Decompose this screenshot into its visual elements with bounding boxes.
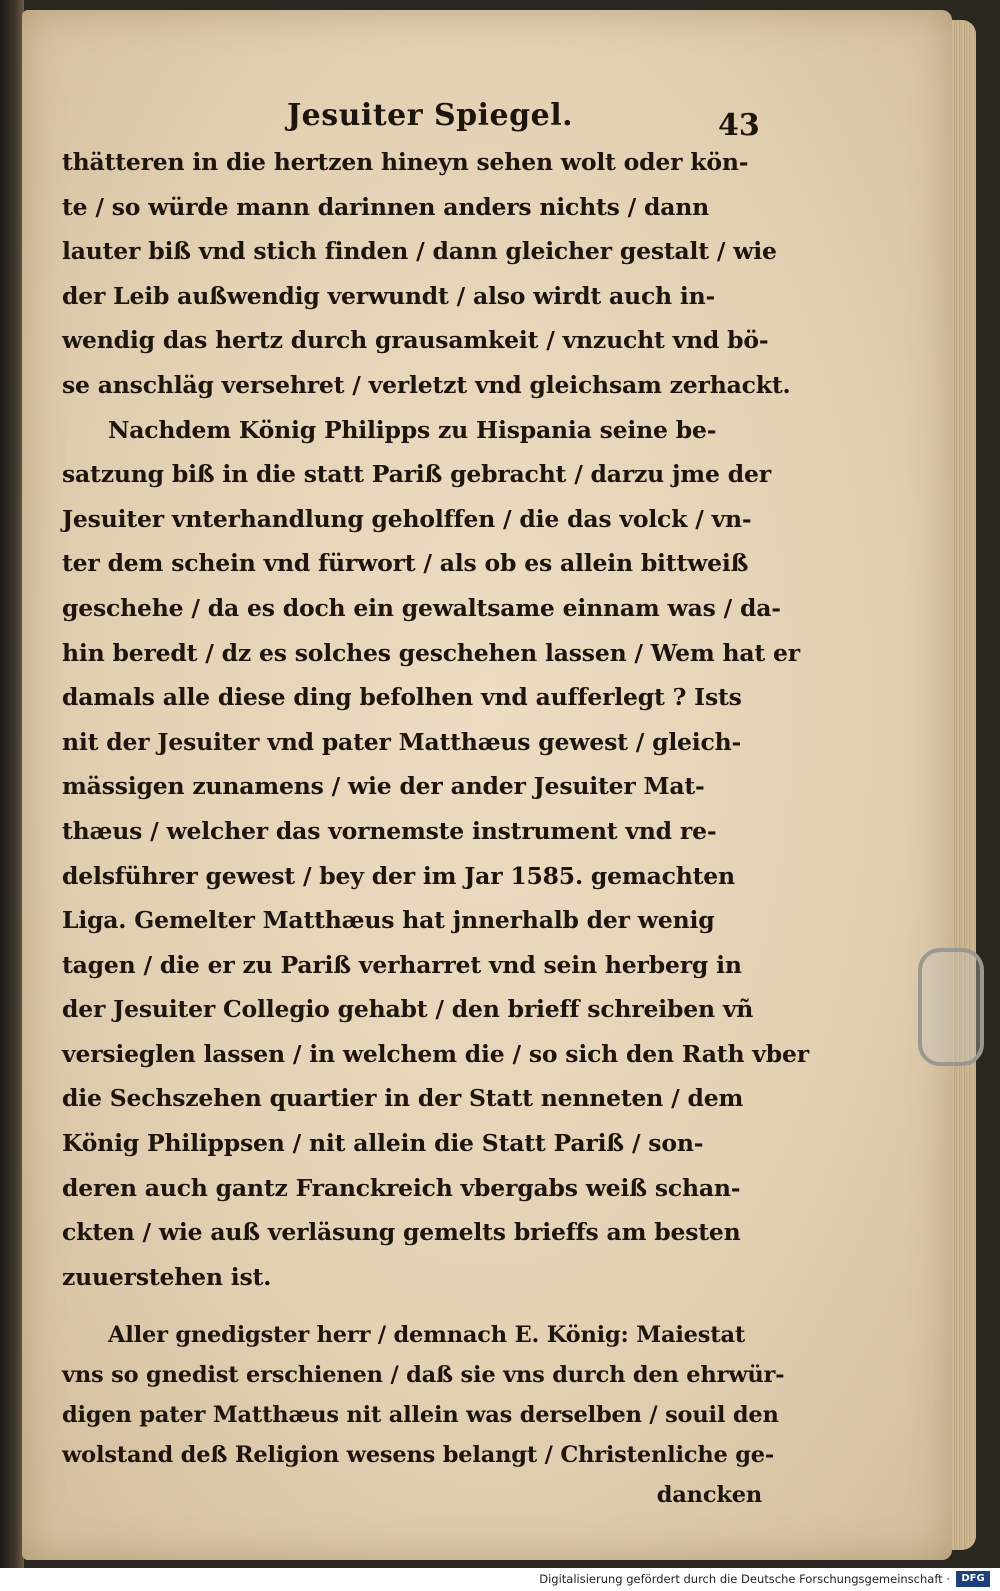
page-text [62,140,809,1515]
text-line: König Philippsen / nit allein die Statt Pariß / son- [62,1129,704,1158]
text-line: delsführer gewest / bey der im Jar 1585. gemachten [62,861,735,890]
text-line: versieglen lassen / in welchem die / so sich den Rath vber [62,1039,809,1068]
book-binding-edge [0,0,24,1568]
text-line: thätteren in die hertzen hineyn sehen wolt oder kön- [62,148,749,176]
text-line: mässigen zunamens / wie der ander Jesuiter Mat- [62,772,705,801]
text-line: deren auch gantz Franckreich vbergabs weiß schan- [62,1173,741,1202]
text-line: thæus / welcher das vornemste instrument vnd re- [62,816,717,845]
page-number: 43 [718,108,760,143]
text-line: satzung biß in die statt Pariß gebracht / darzu jme der [62,460,771,489]
text-line: nit der Jesuiter vnd pater Matthæus gewest / gleich- [62,727,742,756]
paragraph-1 [62,140,809,1299]
running-title: Jesuiter Spiegel. [286,98,574,133]
text-line: Jesuiter vnterhandlung geholffen / die das volck / vn- [62,504,752,533]
text-line: die Sechszehen quartier in der Statt nenneten / dem [62,1084,744,1113]
catchword: dancken [656,1482,762,1509]
text-line: wolstand deß Religion wesens belangt / Christenliche ge- [62,1442,775,1469]
text-line: der Leib außwendig verwundt / also wirdt auch in- [62,281,716,310]
text-line: ckten / wie auß verläsung gemelts brieffs am besten [62,1218,741,1247]
text-line: tagen / die er zu Pariß verharret vnd sein herberg in [62,950,742,979]
text-line: Nachdem König Philipps zu Hispania seine be- [108,415,717,444]
letter-paragraph [62,1315,785,1515]
dfg-logo: DFG [956,1571,990,1587]
text-line: der Jesuiter Collegio gehabt / den brieff schreiben vñ [62,995,754,1024]
text-line: wendig das hertz durch grausamkeit / vnzucht vnd bö- [62,326,769,355]
text-line: te / so würde mann darinnen anders nichts / dann [62,192,710,221]
text-line: zuuerstehen ist. [62,1262,272,1291]
funding-notice: Digitalisierung gefördert durch die Deutsche Forschungsgemeinschaft · [539,1572,950,1586]
text-line: ter dem schein vnd fürwort / als ob es allein bittweiß [62,549,749,578]
page-clip [918,948,984,1066]
text-line: se anschläg versehret / verletzt vnd gleichsam zerhackt. [62,370,791,399]
text-line: vns so gnedist erschienen / daß sie vns durch den ehrwür- [62,1362,785,1389]
text-line: lauter biß vnd stich finden / dann gleicher gestalt / wie [62,237,777,266]
text-line: digen pater Matthæus nit allein was derselben / souil den [62,1402,779,1429]
text-line: Aller gnedigster herr / demnach E. König: Maiestat [108,1322,746,1349]
text-line: Liga. Gemelter Matthæus hat jnnerhalb der wenig [62,906,715,935]
text-line: damals alle diese ding befolhen vnd aufferlegt ? Ists [62,683,742,712]
text-line: geschehe / da es doch ein gewaltsame einnam was / da- [62,593,781,622]
text-line: hin beredt / dz es solches geschehen lassen / Wem hat er [62,638,800,667]
footer-bar [0,1568,1000,1591]
